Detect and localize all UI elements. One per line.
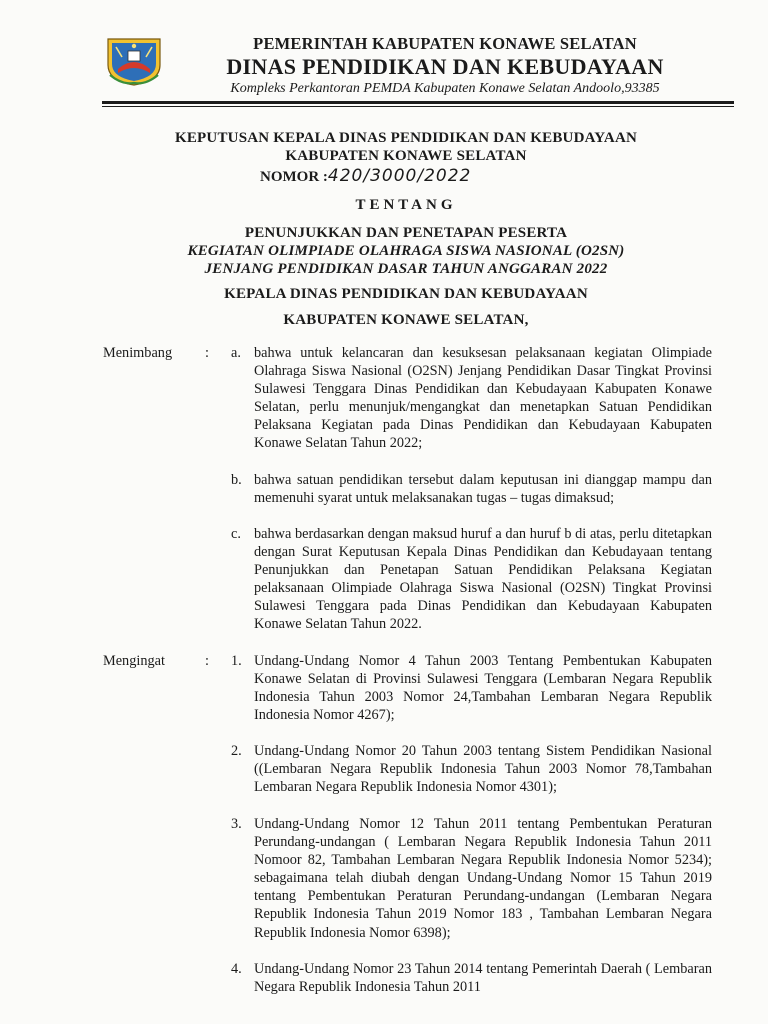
menimbang-item: bahwa berdasarkan dengan maksud huruf a dan huruf b di atas, perlu ditetapkan dengan Surat Keputusan Kepala Dinas Pendidikan dan Kebudayaan tentang Penunjukkan dan Penetapan Satuan Pendidikan Pelaksana Kegiatan pelaksanaan Olimpiade Olahraga Siswa Nasional (O2SN) Tingkat Provinsi Sulawesi Tenggara pada Dinas Pendidikan dan Kebudayaan Kabupaten Konawe Selatan Tahun 2022. bbox=[254, 526, 712, 633]
subject-line3: JENJANG PENDIDIKAN DASAR TAHUN ANGGARAN 2022 bbox=[204, 261, 608, 277]
menimbang-marker: a. bbox=[231, 345, 241, 361]
menimbang-colon: : bbox=[205, 345, 209, 361]
decree-number-value: 420/3000/2022 bbox=[327, 166, 472, 186]
decree-number-label: NOMOR : bbox=[260, 169, 328, 185]
letterhead-divider-thin bbox=[102, 106, 734, 107]
mengingat-item: Undang-Undang Nomor 4 Tahun 2003 Tentang Pembentukan Kabupaten Konawe Selatan di Provinsi Sulawesi Tenggara (Lembaran Negara Republik Indonesia Tahun 2003 Nomor 24,Tambahan Lembaran Negara Republik Indonesia Nomor 4267); bbox=[254, 653, 712, 724]
subject-line1: PENUNJUKKAN DAN PENETAPAN PESERTA bbox=[244, 225, 568, 241]
subject-line2: KEGIATAN OLIMPIADE OLAHRAGA SISWA NASIONAL (O2SN) bbox=[187, 243, 625, 259]
menimbang-label: Menimbang bbox=[103, 345, 173, 361]
mengingat-marker: 2. bbox=[231, 743, 242, 759]
mengingat-item: Undang-Undang Nomor 12 Tahun 2011 tentang Pembentukan Peraturan Perundang-undangan ( Lembaran Negara Republik Indonesia Tahun 2011 Nomoor 82, Tambahan Lembaran Negara Republik Indonesia Nomor 5234); sebagaimana telah diubah dengan Undang-Undang Nomor 15 Tahun 2019 tentang Pembentukan Peraturan Perundang-undangan (Lembaran Negara Republik Indonesia Tahun 2019 Nomor 183 , Tambahan Lembaran Negara Republik Indonesia Nomor 6398); bbox=[254, 816, 712, 941]
menimbang-marker: b. bbox=[231, 472, 242, 488]
letterhead-agency: DINAS PENDIDIKAN DAN KEBUDAYAAN bbox=[226, 54, 664, 79]
decree-title-line1: KEPUTUSAN KEPALA DINAS PENDIDIKAN DAN KEBUDAYAAN bbox=[174, 130, 638, 146]
mengingat-colon: : bbox=[205, 653, 209, 669]
mengingat-marker: 1. bbox=[231, 653, 242, 669]
letterhead-address: Kompleks Perkantoran PEMDA Kabupaten Konawe Selatan Andoolo,93385 bbox=[230, 81, 660, 96]
mengingat-marker: 3. bbox=[231, 816, 242, 832]
mengingat-item: Undang-Undang Nomor 23 Tahun 2014 tentang Pemerintah Daerah ( Lembaran Negara Republik Indonesia Tahun 2011 bbox=[254, 961, 712, 996]
menimbang-item: bahwa untuk kelancaran dan kesuksesan pelaksanaan kegiatan Olimpiade Olahraga Siswa Nasional (O2SN) Jenjang Pendidikan Dasar Tingkat Provinsi Sulawesi Tenggara Dinas Pendidikan dan Kebudayaan Kabupaten Konawe Selatan, perlu menunjuk/mengangkat dan menetapkan Satuan Pendidikan Pelaksana Kegiatan pada Dinas Pendidikan dan Kebudayaan Kabupaten Konawe Selatan Tahun 2022; bbox=[254, 345, 712, 452]
decree-number bbox=[260, 166, 471, 186]
mengingat-item: Undang-Undang Nomor 20 Tahun 2003 tentang Sistem Pendidikan Nasional ((Lembaran Negara Republik Indonesia Tahun 2003 Nomor 78,Tambahan Lembaran Negara Republik Indonesia Nomor 4301); bbox=[254, 743, 712, 796]
authority-line2: KABUPATEN KONAWE SELATAN, bbox=[283, 312, 529, 328]
menimbang-item: bahwa satuan pendidikan tersebut dalam keputusan ini dianggap mampu dan memenuhi syarat untuk melaksanakan tugas – tugas dimaksud; bbox=[254, 472, 712, 507]
authority-line1: KEPALA DINAS PENDIDIKAN DAN KEBUDAYAAN bbox=[224, 286, 588, 302]
tentang-heading: TENTANG bbox=[355, 197, 457, 213]
letterhead-divider-thick bbox=[102, 101, 734, 104]
mengingat-label: Mengingat bbox=[103, 653, 165, 669]
letterhead-government: PEMERINTAH KABUPATEN KONAWE SELATAN bbox=[253, 34, 637, 53]
decree-title-line2: KABUPATEN KONAWE SELATAN bbox=[285, 148, 527, 164]
menimbang-marker: c. bbox=[231, 526, 241, 542]
mengingat-marker: 4. bbox=[231, 961, 242, 977]
regency-emblem-icon bbox=[102, 35, 166, 87]
